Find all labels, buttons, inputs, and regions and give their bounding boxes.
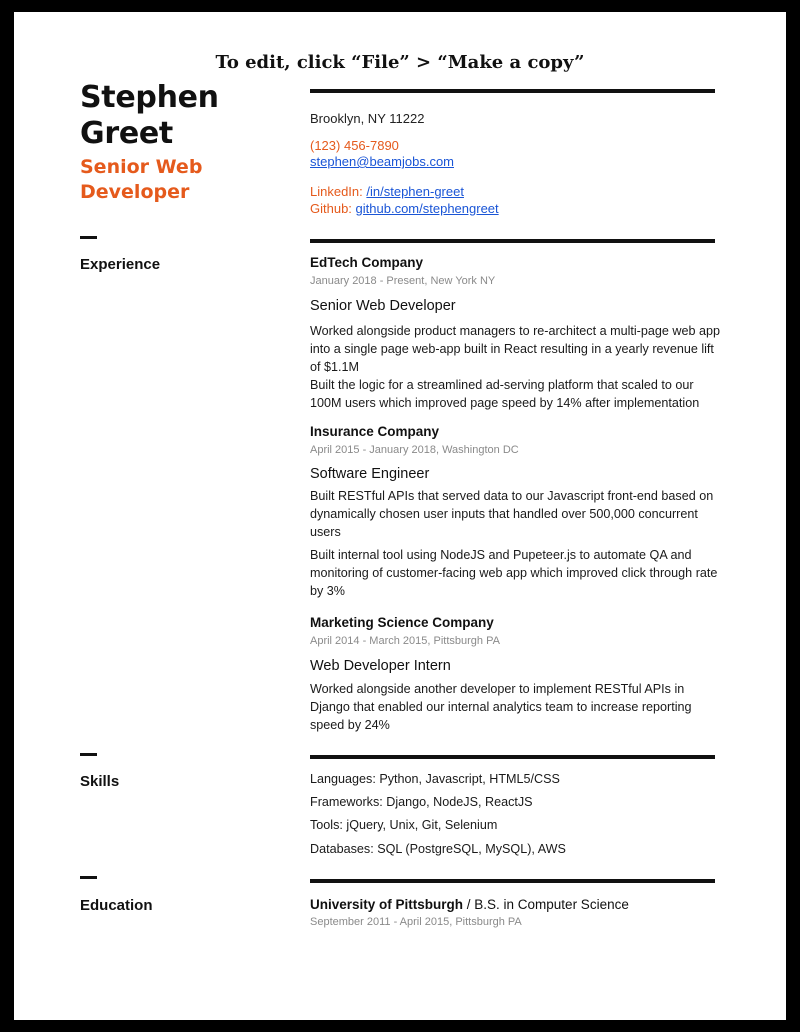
job-dates-location: April 2015 - January 2018, Washington DC: [310, 444, 519, 456]
education-entry: [310, 896, 720, 914]
contact-divider: [310, 89, 715, 93]
job-bullet: Built internal tool using NodeJS and Pupeteer.js to automate QA and monitoring of customer-facing web app which improved click through rate by 3%: [310, 548, 718, 598]
skill-item: Tools: jQuery, Unix, Git, Selenium: [310, 818, 498, 832]
job-bullet: Worked alongside another developer to implement RESTful APIs in Django that enabled our internal analytics team to increase reporting speed by 24%: [310, 682, 692, 732]
contact-email-row: [310, 153, 720, 171]
linkedin-link[interactable]: /in/stephen-greet: [366, 184, 464, 199]
role-line-1: Senior Web: [80, 156, 203, 178]
resume-page: [14, 12, 786, 1020]
name-first: Stephen: [80, 80, 219, 115]
skill-item: Languages: Python, Javascript, HTML5/CSS: [310, 772, 560, 786]
candidate-role: [80, 155, 202, 205]
role-line-2: Developer: [80, 181, 190, 203]
skills-dash: [80, 753, 97, 756]
job-bullet: Worked alongside product managers to re-architect a multi-page web app into a single page web-app built in React resulting in a yearly revenue lift of $1.1M: [310, 324, 720, 374]
name-last: Greet: [80, 116, 173, 151]
contact-address: Brooklyn, NY 11222: [310, 111, 425, 126]
edit-instructions-banner: To edit, click “File” > “Make a copy”: [215, 52, 585, 73]
education-dash: [80, 876, 97, 879]
candidate-name: [80, 80, 219, 152]
education-divider: [310, 879, 715, 883]
job-company: Marketing Science Company: [310, 615, 494, 630]
github-link[interactable]: github.com/stephengreet: [355, 201, 499, 216]
education-degree: / B.S. in Computer Science: [463, 897, 629, 912]
contact-github-row: [310, 200, 720, 218]
experience-divider: [310, 239, 715, 243]
skill-item: Frameworks: Django, NodeJS, ReactJS: [310, 795, 533, 809]
education-dates-location: September 2011 - April 2015, Pittsburgh PA: [310, 916, 522, 928]
job-bullet: Built the logic for a streamlined ad-serving platform that scaled to our 100M users which improved page speed by 14% after implementation: [310, 378, 700, 410]
job-dates-location: January 2018 - Present, New York NY: [310, 275, 496, 287]
education-school: University of Pittsburgh: [310, 897, 464, 912]
skills-heading: Skills: [80, 773, 120, 790]
contact-email-link[interactable]: stephen@beamjobs.com: [310, 154, 454, 169]
skill-item: Databases: SQL (PostgreSQL, MySQL), AWS: [310, 842, 566, 856]
job-company: EdTech Company: [310, 255, 424, 270]
job-title: Senior Web Developer: [310, 298, 456, 314]
linkedin-label: LinkedIn:: [310, 184, 363, 199]
job-title: Software Engineer: [310, 466, 430, 482]
job-title: Web Developer Intern: [310, 658, 451, 674]
job-dates-location: April 2014 - March 2015, Pittsburgh PA: [310, 635, 500, 647]
github-label: Github:: [310, 201, 352, 216]
education-heading: Education: [80, 897, 153, 914]
job-bullet: Built RESTful APIs that served data to our Javascript front-end based on dynamically chosen user inputs that handled over 500,000 concurrent users: [310, 489, 714, 539]
experience-dash: [80, 236, 97, 239]
contact-linkedin-row: [310, 183, 720, 201]
job-company: Insurance Company: [310, 424, 440, 439]
experience-heading: Experience: [80, 256, 161, 273]
skills-divider: [310, 755, 715, 759]
contact-phone: (123) 456-7890: [310, 138, 399, 153]
